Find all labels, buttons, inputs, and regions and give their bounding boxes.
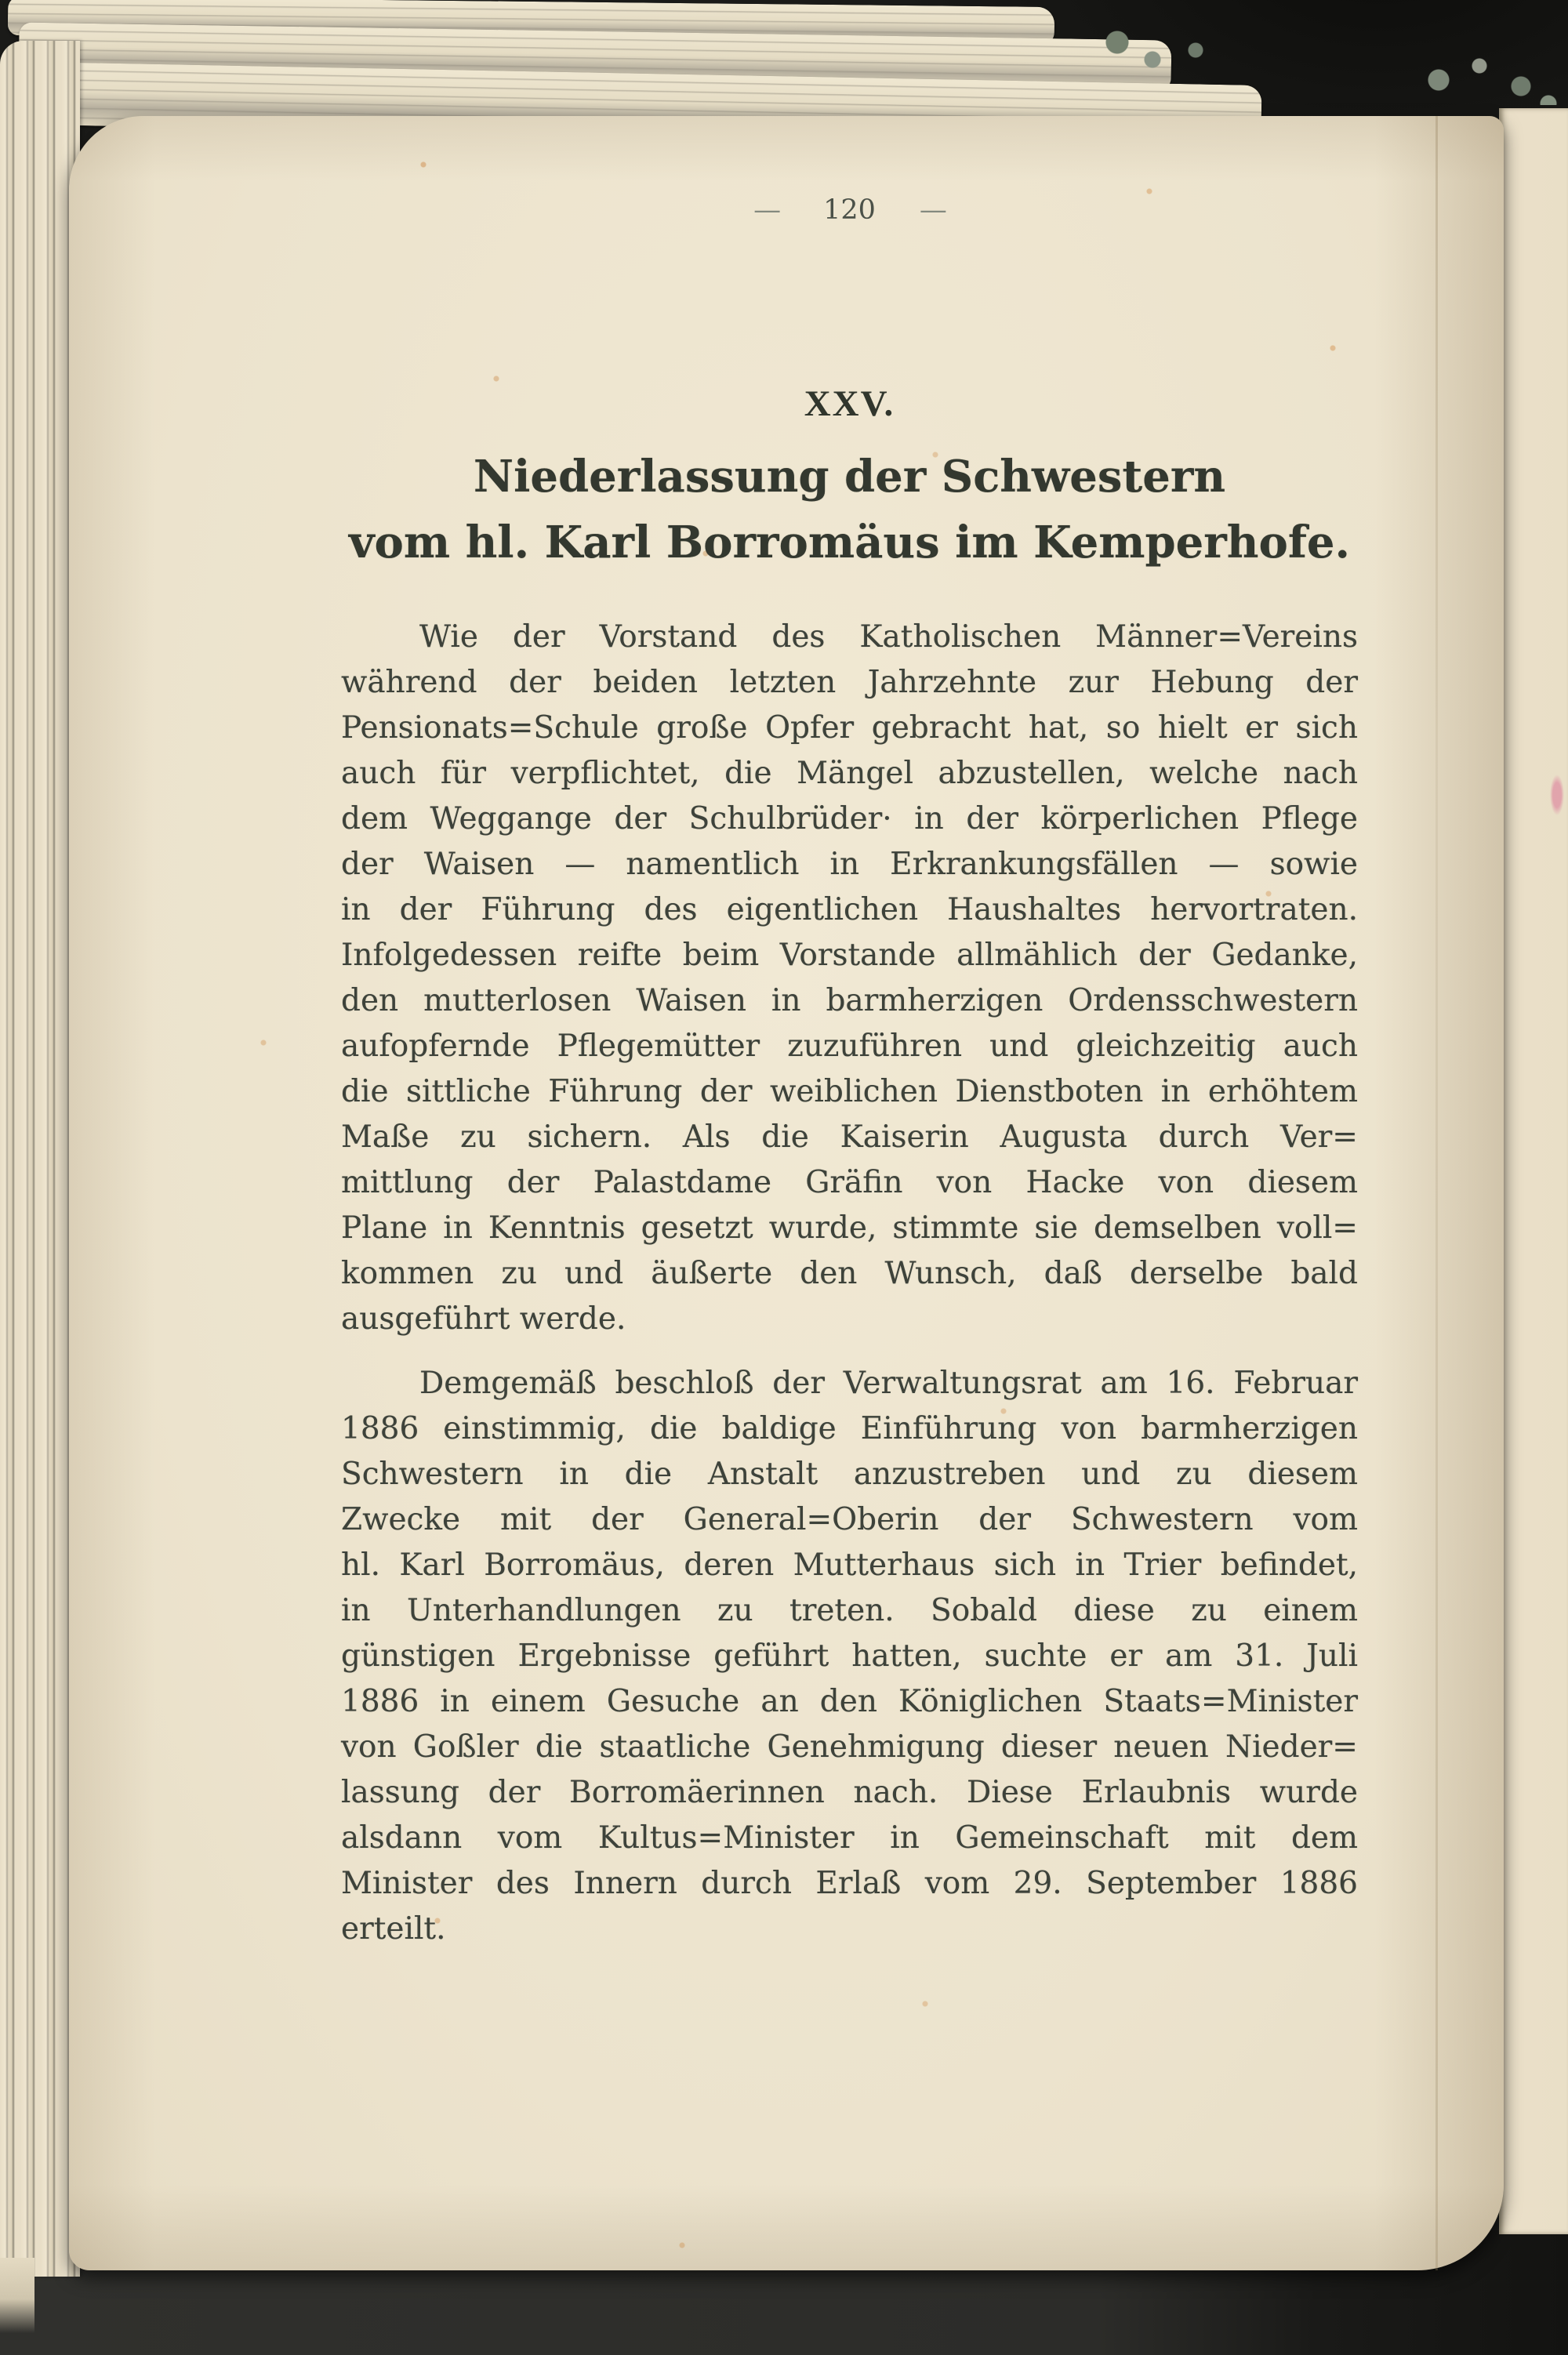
text-line: dem Weggange der Schulbrüder· in der körperlichen Pflege [341, 801, 1358, 836]
text-line: Zwecke mit der General=Oberin der Schwestern vom [341, 1502, 1358, 1537]
text-line: alsdann vom Kultus=Minister in Gemeinschaft mit dem [341, 1820, 1358, 1856]
text-line: der Waisen — namentlich in Erkrankungsfällen — sowie [341, 847, 1358, 882]
text-line: den mutterlosen Waisen in barmherzigen Ordensschwestern [341, 983, 1358, 1018]
paragraph-2 [341, 1361, 1358, 1952]
text-line: 1886 einstimmig, die baldige Einführung von barmherzigen [341, 1411, 1358, 1446]
text-line: in Unterhandlungen zu treten. Sobald diese zu einem [341, 1593, 1358, 1628]
book-page [69, 116, 1504, 2270]
page-content [341, 116, 1358, 1952]
page-crease [1436, 116, 1438, 2270]
text-line: Demgemäß beschloß der Verwaltungsrat am 16. Februar [419, 1366, 1358, 1401]
paragraph-1 [341, 615, 1358, 1342]
page-edge-stack-left-tail [0, 2258, 34, 2333]
chapter-title [341, 444, 1358, 575]
text-line: Plane in Kenntnis gesetzt wurde, stimmte sie demselben voll= [341, 1210, 1358, 1246]
text-line: hl. Karl Borromäus, deren Mutterhaus sich in Trier befindet, [341, 1548, 1358, 1583]
text-line: lassung der Borromäerinnen nach. Diese Erlaubnis wurde [341, 1775, 1358, 1810]
text-line: aufopfernde Pflegemütter zuzuführen und gleichzeitig auch [341, 1029, 1358, 1064]
page-number-value: 120 [823, 194, 876, 226]
page-edge-stack-left [0, 41, 80, 2277]
text-line: mittlung der Palastdame Gräfin von Hacke von diesem [341, 1165, 1358, 1200]
page-number-dash-left: — [753, 194, 780, 226]
text-line: auch für verpflichtet, die Mängel abzustellen, welche nach [341, 756, 1358, 791]
text-line: Pensionats=Schule große Opfer gebracht hat, so hielt er sich [341, 710, 1358, 746]
text-line: günstigen Ergebnisse geführt hatten, suchte er am 31. Juli [341, 1638, 1358, 1674]
text-line: ausgeführt werde. [341, 1301, 626, 1337]
adjacent-page-gutter [1499, 108, 1568, 2234]
text-line: Maße zu sichern. Als die Kaiserin Augusta durch Ver= [341, 1119, 1358, 1155]
page-number-dash-right: — [919, 194, 946, 226]
text-line: Infolgedessen reifte beim Vorstande allmählich der Gedanke, [341, 938, 1358, 973]
text-line: Schwestern in die Anstalt anzustreben und zu diesem [341, 1457, 1358, 1492]
text-line: Wie der Vorstand des Katholischen Männer=Vereins [419, 619, 1358, 655]
chapter-number: XXV. [804, 383, 895, 424]
text-line: erteilt. [341, 1911, 446, 1947]
text-line: von Goßler die staatliche Genehmigung dieser neuen Nieder= [341, 1729, 1358, 1765]
chapter-title-line-2: vom hl. Karl Borromäus im Kemperhofe. [348, 517, 1351, 568]
text-line: Minister des Innern durch Erlaß vom 29. September 1886 [341, 1866, 1358, 1901]
deckle-edge-cluster [1094, 11, 1564, 105]
chapter-title-line-1: Niederlassung der Schwestern [473, 451, 1226, 503]
text-line: 1886 in einem Gesuche an den Königlichen Staats=Minister [341, 1684, 1358, 1719]
text-line: während der beiden letzten Jahrzehnte zur Hebung der [341, 665, 1358, 700]
text-line: kommen zu und äußerte den Wunsch, daß derselbe bald [341, 1256, 1358, 1291]
text-line: die sittliche Führung der weiblichen Dienstboten in erhöhtem [341, 1074, 1358, 1109]
page-number [341, 194, 1358, 226]
text-line: in der Führung des eigentlichen Haushaltes hervortraten. [341, 892, 1358, 927]
